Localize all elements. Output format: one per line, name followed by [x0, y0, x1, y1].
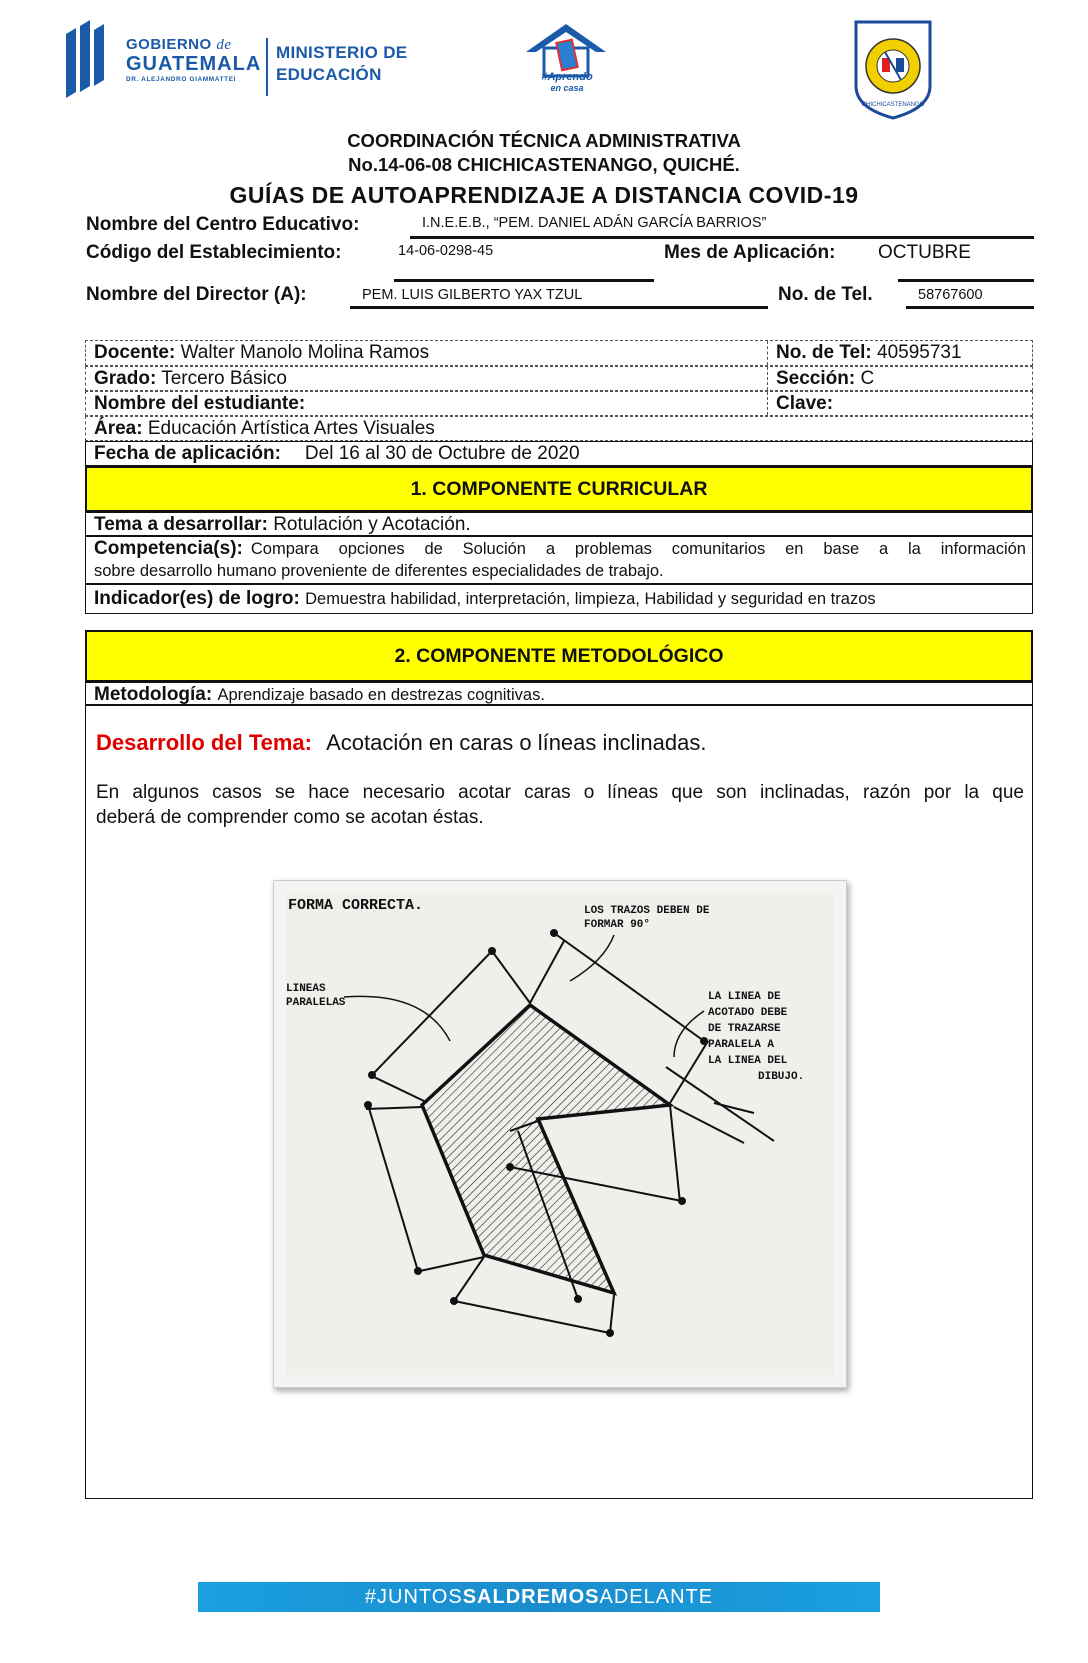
metodologia-value: Aprendizaje basado en destrezas cognitivas. [217, 686, 545, 704]
estudiante-label: Nombre del estudiante: [94, 393, 306, 414]
fecha-row [85, 441, 1033, 466]
banner-part2: SALDREMOS [462, 1586, 600, 1608]
codigo-label: Código del Establecimiento: [86, 242, 342, 263]
desarrollo-line2: deberá de comprender como se acotan éstas. [96, 807, 484, 828]
docente-tel-value: 40595731 [877, 342, 962, 363]
area-row [85, 416, 1033, 441]
linea-label-line2: ACOTADO DEBE [708, 1007, 788, 1019]
tel-value: 58767600 [918, 287, 983, 303]
centro-underline [410, 236, 1034, 239]
centro-label: Nombre del Centro Educativo: [86, 214, 360, 235]
director-underline [350, 306, 768, 309]
banner-part1: #JUNTOS [364, 1586, 463, 1608]
grado-value: Tercero Básico [161, 368, 287, 389]
docente-label: Docente: [94, 342, 176, 363]
ministerio-line1: MINISTERIO DE [276, 43, 408, 62]
competencia-label: Competencia(s): [94, 538, 243, 559]
codigo-underline [394, 279, 654, 282]
indicador-label: Indicador(es) de logro: [94, 588, 300, 609]
desarrollo-paragraph [96, 780, 1024, 830]
trazos-label-line1: LOS TRAZOS DEBEN DE [584, 905, 710, 917]
tel-label: No. de Tel. [778, 284, 873, 305]
coordinacion-title: COORDINACIÓN TÉCNICA ADMINISTRATIVA [347, 130, 741, 151]
logo-divider [266, 38, 268, 96]
metodologia-row [85, 682, 1033, 706]
metodologia-label: Metodología: [94, 684, 213, 705]
tema-label: Tema a desarrollar: [94, 514, 268, 535]
trazos-label-line2: FORMAR 90° [584, 919, 651, 931]
ministerio-logo-text [276, 42, 407, 86]
gobierno-logo-text [126, 36, 261, 83]
linea-label-line4: PARALELA A [708, 1039, 775, 1051]
aprendo-line2: en casa [550, 83, 584, 93]
guatemala-word: GUATEMALA [126, 53, 262, 75]
gobierno-word: GOBIERNO [126, 36, 212, 53]
mes-value: OCTUBRE [878, 242, 971, 263]
forma-correcta-label: FORMA CORRECTA. [288, 897, 424, 914]
seccion-label: Sección: [776, 368, 856, 389]
seccion-value: C [860, 368, 875, 389]
dimensioning-drawing [274, 881, 846, 1387]
fecha-label: Fecha de aplicación: [94, 443, 281, 464]
clave-label: Clave: [776, 393, 834, 414]
codigo-value: 14-06-0298-45 [398, 243, 494, 259]
juntos-saldremos-banner [198, 1582, 880, 1612]
indicador-row [85, 584, 1033, 614]
shield-text: CHICHICASTENANGO [861, 102, 925, 108]
dimensioning-figure [273, 880, 847, 1388]
ministerio-line2: EDUCACIÓN [276, 65, 382, 84]
lineas-label-line1: LINEAS [286, 983, 326, 995]
de-word: de [216, 37, 232, 53]
competencia-value-line2: sobre desarrollo humano proveniente de diferentes especialidades de trabajo. [94, 562, 664, 580]
aprendo-text [525, 72, 609, 94]
area-label: Área: [94, 418, 143, 439]
componente-metodologico-header: 2. COMPONENTE METODOLÓGICO [85, 630, 1033, 682]
guias-title: GUÍAS DE AUTOAPRENDIZAJE A DISTANCIA COVID-19 [229, 182, 859, 208]
grado-label: Grado: [94, 368, 157, 389]
gobierno-flag-logo [66, 20, 112, 100]
desarrollo-heading [96, 730, 706, 756]
competencia-row [85, 536, 1033, 584]
componente-curricular-header: 1. COMPONENTE CURRICULAR [85, 466, 1033, 512]
mes-label: Mes de Aplicación: [664, 242, 836, 263]
competencia-value-line1: Compara opciones de Solución a problemas comunitarios en base a la información [250, 540, 1026, 558]
desarrollo-line1: En algunos casos se hace necesario acotar caras o líneas que son inclinadas, razón por la que [96, 782, 1024, 803]
centro-value: I.N.E.E.B., “PEM. DANIEL ADÁN GARCÍA BARRIOS” [422, 215, 767, 231]
aprendo-line1: #Aprendo [541, 71, 593, 83]
banner-part3: ADELANTE [599, 1586, 714, 1608]
desarrollo-label: Desarrollo del Tema: [96, 730, 312, 755]
mes-underline [898, 279, 1034, 282]
linea-label-line6: DIBUJO. [758, 1071, 805, 1083]
desarrollo-title: Acotación en caras o líneas inclinadas. [326, 730, 707, 755]
grado-row [85, 366, 1033, 391]
tel-underline [906, 306, 1034, 309]
linea-label-line1: LA LINEA DE [708, 991, 781, 1003]
school-shield-logo [852, 16, 934, 120]
linea-label-line3: DE TRAZARSE [708, 1023, 781, 1035]
docente-value: Walter Manolo Molina Ramos [180, 342, 430, 363]
president-name: DR. ALEJANDRO GIAMMATTEI [126, 76, 237, 83]
director-label: Nombre del Director (A): [86, 284, 307, 305]
linea-label-line5: LA LINEA DEL [708, 1055, 788, 1067]
area-value: Educación Artística Artes Visuales [147, 418, 435, 439]
tema-row [85, 512, 1033, 536]
numero-title: No.14-06-08 CHICHICASTENANGO, QUICHÉ. [348, 154, 740, 175]
director-value: PEM. LUIS GILBERTO YAX TZUL [362, 287, 583, 303]
fecha-value: Del 16 al 30 de Octubre de 2020 [304, 443, 580, 464]
lineas-label-line2: PARALELAS [286, 997, 346, 1009]
tema-value: Rotulación y Acotación. [273, 514, 471, 535]
estudiante-row [85, 391, 1033, 416]
docente-row [85, 340, 1033, 366]
docente-tel-label: No. de Tel: [776, 342, 872, 363]
indicador-value: Demuestra habilidad, interpretación, limpieza, Habilidad y seguridad en trazos [305, 590, 876, 608]
